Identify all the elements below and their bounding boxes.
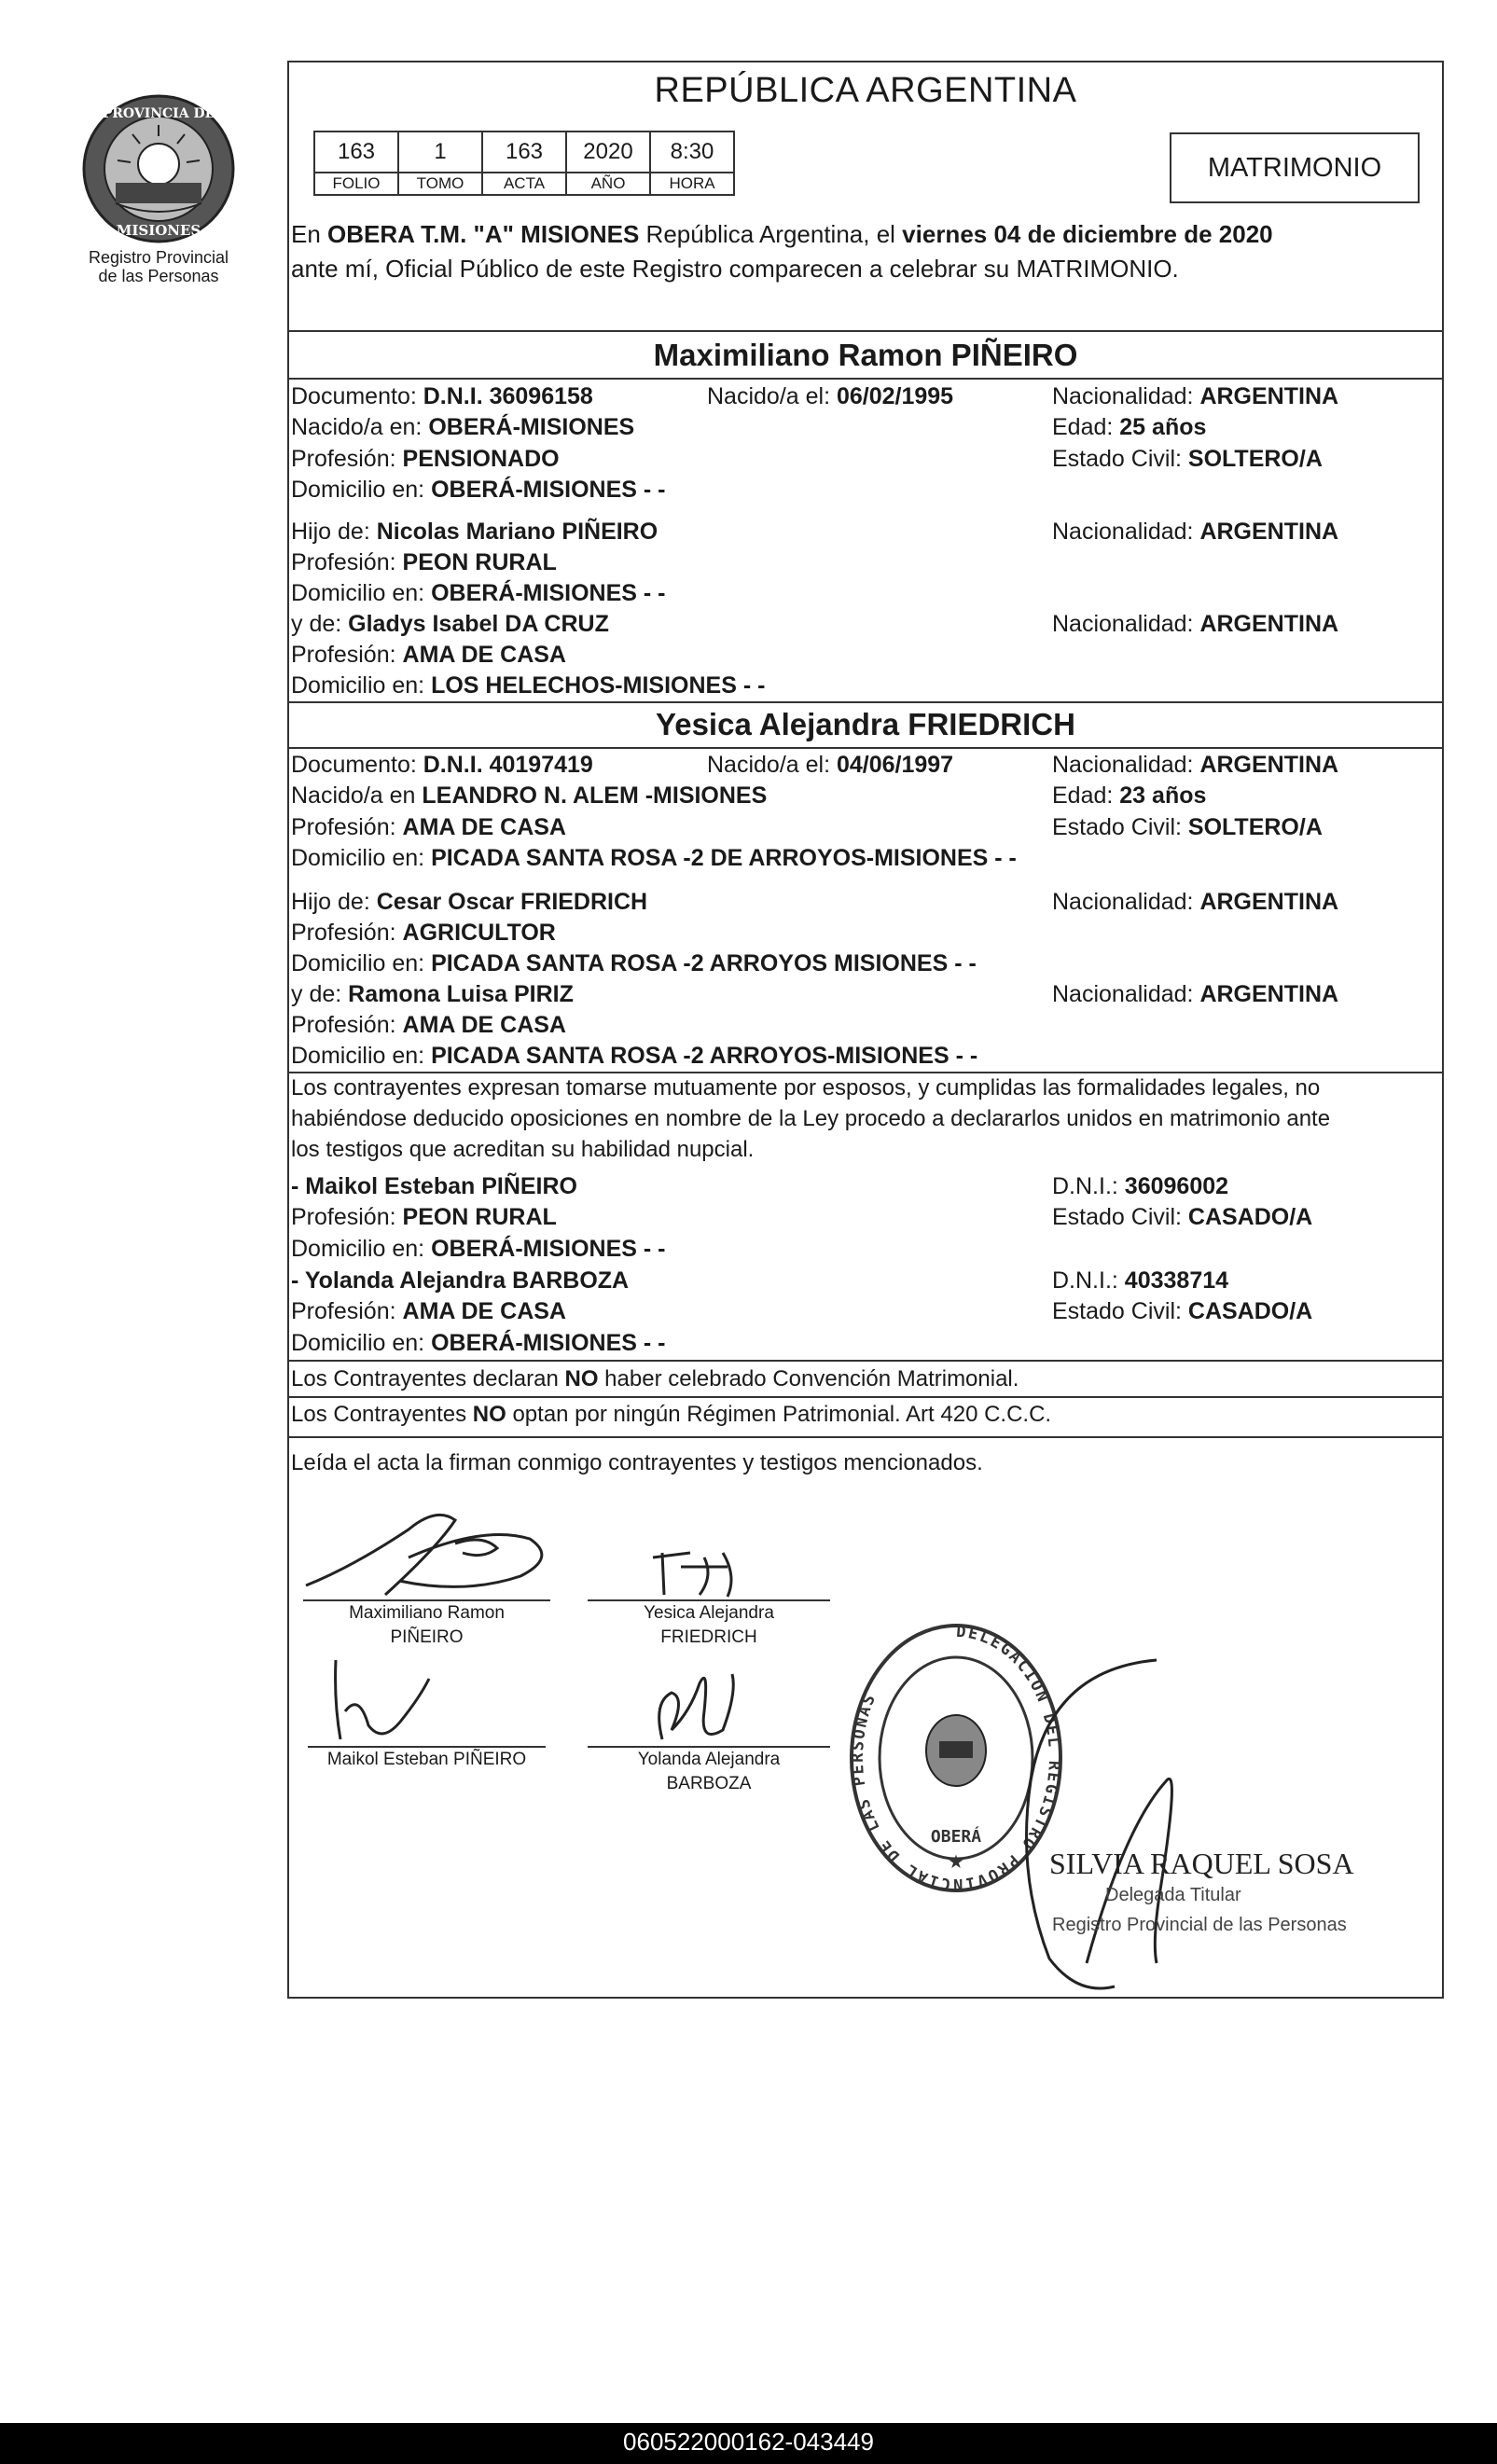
regime-line1: [291, 1366, 1019, 1392]
party2-mother-profession: [291, 1012, 566, 1039]
party2-document: [291, 752, 593, 779]
party1-age: [1052, 414, 1206, 441]
folio-value: 163: [314, 132, 398, 173]
party1-father-profession: [291, 549, 557, 576]
party2-name: Yesica Alejandra FRIEDRICH: [656, 707, 1075, 741]
label: Profesión:: [291, 549, 403, 575]
stamp-ring-text: DELEGACION DEL REGISTRO PROVINCIAL DE LAS PERSONAS: [848, 1622, 1064, 1894]
witness2-civil: [1052, 1298, 1312, 1325]
party1-birthplace-value: OBERÁ-MISIONES: [428, 414, 635, 440]
party2-civil: [1052, 814, 1323, 841]
record-table: [313, 131, 735, 196]
party1-civil: [1052, 446, 1323, 473]
divider: [287, 747, 1444, 749]
witness2-prof-value: AMA DE CASA: [402, 1298, 566, 1324]
party2-father-value: Cesar Oscar FRIEDRICH: [376, 889, 648, 915]
sig-label-line: Maikol Esteban PIÑEIRO: [326, 1750, 527, 1769]
party2-nat-value: ARGENTINA: [1199, 752, 1339, 778]
witness2-dom-value: OBERÁ-MISIONES - -: [431, 1330, 666, 1356]
party1-dom-value: OBERÁ-MISIONES - -: [431, 477, 666, 503]
label: Hijo de:: [291, 519, 377, 545]
party1-doc-value: D.N.I. 36096158: [423, 383, 593, 409]
label: Domicilio en:: [291, 477, 432, 503]
party2-birthplace: [291, 782, 767, 810]
divider: [287, 1396, 1444, 1398]
party2-mother-nat-value: ARGENTINA: [1199, 981, 1339, 1007]
witness1-profession: [291, 1204, 557, 1231]
divider: [287, 1072, 1444, 1073]
label: Nacionalidad:: [1052, 611, 1200, 637]
label: Estado Civil:: [1052, 446, 1188, 472]
party2-father-profession: [291, 920, 556, 947]
label: Documento:: [291, 383, 423, 409]
folio-label: FOLIO: [314, 173, 398, 195]
party2-father-dom-value: PICADA SANTA ROSA -2 ARROYOS MISIONES - -: [431, 950, 977, 976]
record-type-box: MATRIMONIO: [1170, 132, 1420, 203]
divider: [287, 1360, 1444, 1362]
party2-father-address: [291, 950, 977, 977]
label: Nacionalidad:: [1052, 752, 1200, 778]
witness2-dni-value: 40338714: [1124, 1267, 1229, 1294]
signature-party1: [297, 1492, 567, 1604]
official-office: Registro Provincial de las Personas: [1052, 1915, 1347, 1935]
party1-mother-prof-value: AMA DE CASA: [402, 642, 566, 668]
label: Nacido/a el:: [707, 752, 837, 778]
party1-birthplace: [291, 414, 634, 441]
official-name: SILVIA RAQUEL SOSA: [1049, 1847, 1354, 1880]
label: Nacionalidad:: [1052, 981, 1200, 1007]
party2-address: [291, 845, 1017, 872]
divider: [287, 1436, 1444, 1438]
label: Domicilio en:: [291, 1236, 432, 1262]
party2-profession: [291, 814, 566, 841]
intro-date: viernes 04 de diciembre de 2020: [902, 220, 1273, 248]
party1-nationality: [1052, 383, 1338, 410]
regime-no: NO: [564, 1366, 599, 1391]
party2-mother-address: [291, 1043, 977, 1070]
party1-mother-profession: [291, 642, 566, 669]
label: Edad:: [1052, 782, 1120, 809]
label: Nacido/a en: [291, 782, 423, 809]
party1-mother-nationality: [1052, 611, 1338, 638]
label: Documento:: [291, 752, 423, 778]
label: Profesión:: [291, 446, 403, 472]
closing-text: Leída el acta la firman conmigo contrayentes y testigos mencionados.: [291, 1450, 983, 1475]
label: Hijo de:: [291, 889, 377, 915]
label: Profesión:: [291, 1298, 403, 1324]
party2-age-value: 23 años: [1119, 782, 1207, 809]
label: Nacido/a el:: [707, 383, 837, 409]
party1-father-address: [291, 580, 665, 607]
hora-value: 8:30: [650, 132, 734, 173]
intro-prefix: En: [291, 220, 328, 248]
declaration-line2: habiéndose deducido oposiciones en nombre de la Ley procedo a declararlos unidos en matrimonio ante: [291, 1106, 1331, 1131]
party1-document: [291, 383, 593, 410]
witness2-address: [291, 1330, 665, 1357]
divider: [287, 330, 1444, 332]
party2-father-nat-value: ARGENTINA: [1199, 889, 1339, 915]
declaration-line3: los testigos que acreditan su habilidad nupcial.: [291, 1137, 755, 1162]
tomo-label: TOMO: [398, 173, 482, 195]
party1-father-prof-value: PEON RURAL: [402, 549, 557, 575]
witness1-dni-value: 36096002: [1124, 1173, 1229, 1199]
party2-nationality: [1052, 752, 1338, 779]
witness1-name: - Maikol Esteban PIÑEIRO: [291, 1173, 578, 1199]
witness2-dni: [1052, 1267, 1228, 1294]
label: Domicilio en:: [291, 1043, 432, 1069]
signature-label-witness2: [588, 1748, 830, 1796]
witness1-civil: [1052, 1204, 1312, 1231]
signature-witness1: [317, 1655, 457, 1749]
label: Estado Civil:: [1052, 814, 1188, 840]
party2-father: [291, 889, 647, 916]
regime-text: Los Contrayentes declaran: [291, 1366, 565, 1391]
signature-label-party1: [303, 1601, 550, 1650]
label: Nacionalidad:: [1052, 889, 1200, 915]
official-title: Delegada Titular: [1105, 1885, 1241, 1905]
label: Estado Civil:: [1052, 1298, 1188, 1324]
signature-witness2: [644, 1655, 765, 1749]
witness1-dom-value: OBERÁ-MISIONES - -: [431, 1236, 666, 1262]
label: Domicilio en:: [291, 1330, 432, 1356]
party1-father-value: Nicolas Mariano PIÑEIRO: [376, 519, 658, 545]
intro-mid: República Argentina, el: [639, 220, 903, 248]
party2-mother-value: Ramona Luisa PIRIZ: [348, 981, 574, 1007]
divider: [287, 701, 1444, 703]
hora-label: HORA: [650, 173, 734, 195]
party1-address: [291, 477, 665, 504]
sig-label-line: BARBOZA: [666, 1774, 752, 1793]
label: Domicilio en:: [291, 672, 432, 699]
label: D.N.I.:: [1052, 1267, 1125, 1294]
label: Domicilio en:: [291, 950, 432, 976]
party2-prof-value: AMA DE CASA: [402, 814, 566, 840]
signature-label-witness1: [308, 1748, 546, 1772]
party1-civil-value: SOLTERO/A: [1187, 446, 1323, 472]
label: D.N.I.:: [1052, 1173, 1125, 1199]
witness2-profession: [291, 1298, 566, 1325]
svg-text:★: ★: [948, 1852, 964, 1873]
sig-label-line: Maximiliano Ramon: [349, 1603, 505, 1623]
sig-label-line: FRIEDRICH: [660, 1627, 757, 1647]
party2-mother: [291, 981, 574, 1008]
label: Profesión:: [291, 814, 403, 840]
witness1-civil-value: CASADO/A: [1187, 1204, 1313, 1230]
label: Nacionalidad:: [1052, 519, 1200, 545]
logo-caption: [58, 248, 259, 285]
signature-label-party2: [588, 1601, 830, 1650]
sig-label-line: Yolanda Alejandra: [637, 1750, 781, 1769]
regime-line2: [291, 1402, 1051, 1428]
province-seal-logo: [76, 90, 241, 248]
witness2-name: - Yolanda Alejandra BARBOZA: [291, 1267, 630, 1294]
svg-text:MISIONES: MISIONES: [116, 222, 201, 239]
party2-age: [1052, 782, 1206, 810]
label: Estado Civil:: [1052, 1204, 1188, 1230]
party1-father-nat-value: ARGENTINA: [1199, 519, 1339, 545]
sig-label-line: PIÑEIRO: [390, 1627, 464, 1647]
logo-caption-line1: Registro Provincial: [88, 248, 229, 267]
party1-prof-value: PENSIONADO: [402, 446, 560, 472]
party1-profession: [291, 446, 560, 473]
party2-civil-value: SOLTERO/A: [1187, 814, 1323, 840]
party2-mother-nationality: [1052, 981, 1338, 1008]
party1-mother: [291, 611, 609, 638]
label: y de:: [291, 611, 349, 637]
witness1-dni: [1052, 1173, 1228, 1200]
label: Profesión:: [291, 1204, 403, 1230]
party2-mother-dom-value: PICADA SANTA ROSA -2 ARROYOS-MISIONES - -: [431, 1043, 978, 1069]
anio-value: 2020: [566, 132, 650, 173]
party1-mother-nat-value: ARGENTINA: [1199, 611, 1339, 637]
regime-no: NO: [472, 1402, 506, 1427]
svg-text:PROVINCIA DE: PROVINCIA DE: [102, 106, 215, 121]
witness1-address: [291, 1236, 665, 1263]
party1-age-value: 25 años: [1119, 414, 1207, 440]
regime-text: haber celebrado Convención Matrimonial.: [598, 1366, 1019, 1391]
witness2-civil-value: CASADO/A: [1187, 1298, 1313, 1324]
label: Nacido/a en:: [291, 414, 429, 440]
divider: [287, 378, 1444, 380]
party2-born-value: 04/06/1997: [836, 752, 954, 778]
label: y de:: [291, 981, 349, 1007]
label: Domicilio en:: [291, 845, 432, 871]
logo-caption-line2: de las Personas: [98, 267, 219, 285]
party2-mother-prof-value: AMA DE CASA: [402, 1012, 566, 1038]
party2-father-nationality: [1052, 889, 1338, 916]
document-code: 060522000162-043449: [623, 2428, 874, 2456]
party2-dom-value: PICADA SANTA ROSA -2 DE ARROYOS-MISIONES - -: [431, 845, 1017, 871]
party1-nat-value: ARGENTINA: [1199, 383, 1339, 409]
party1-mother-value: Gladys Isabel DA CRUZ: [348, 611, 609, 637]
party1-born-value: 06/02/1995: [836, 383, 954, 409]
intro-line2: ante mí, Oficial Público de este Registro comparecen a celebrar su MATRIMONIO.: [291, 255, 1179, 283]
party1-born: [707, 383, 953, 410]
stamp-center-text: OBERÁ: [930, 1827, 982, 1847]
intro-place: OBERA T.M. "A" MISIONES: [327, 220, 640, 248]
anio-label: AÑO: [566, 173, 650, 195]
party1-name: Maximiliano Ramon PIÑEIRO: [653, 338, 1078, 372]
acta-label: ACTA: [482, 173, 566, 195]
label: Edad:: [1052, 414, 1120, 440]
regime-text: Los Contrayentes: [291, 1402, 473, 1427]
party1-father: [291, 519, 658, 546]
declaration-line1: Los contrayentes expresan tomarse mutuamente por esposos, y cumplidas las formalidades legales, no: [291, 1075, 1321, 1100]
label: Profesión:: [291, 1012, 403, 1038]
label: Profesión:: [291, 920, 403, 946]
tomo-value: 1: [398, 132, 482, 173]
party2-born: [707, 752, 953, 779]
party2-doc-value: D.N.I. 40197419: [423, 752, 593, 778]
regime-text: optan por ningún Régimen Patrimonial. Art 420 C.C.C.: [506, 1402, 1052, 1427]
party2-birthplace-value: LEANDRO N. ALEM -MISIONES: [422, 782, 768, 809]
label: Domicilio en:: [291, 580, 432, 606]
acta-value: 163: [482, 132, 566, 173]
intro-line1: [291, 220, 1273, 249]
official-signature: [1012, 1641, 1292, 2005]
page-title: REPÚBLICA ARGENTINA: [654, 71, 1077, 110]
party1-mother-address: [291, 672, 765, 699]
label: Profesión:: [291, 642, 403, 668]
party1-father-nationality: [1052, 519, 1338, 546]
witness1-prof-value: PEON RURAL: [402, 1204, 557, 1230]
party1-mother-dom-value: LOS HELECHOS-MISIONES - -: [431, 672, 766, 699]
signature-party2: [634, 1539, 765, 1604]
sig-label-line: Yesica Alejandra: [644, 1603, 774, 1623]
label: Nacionalidad:: [1052, 383, 1200, 409]
party1-father-dom-value: OBERÁ-MISIONES - -: [431, 580, 666, 606]
party2-father-prof-value: AGRICULTOR: [402, 920, 556, 946]
